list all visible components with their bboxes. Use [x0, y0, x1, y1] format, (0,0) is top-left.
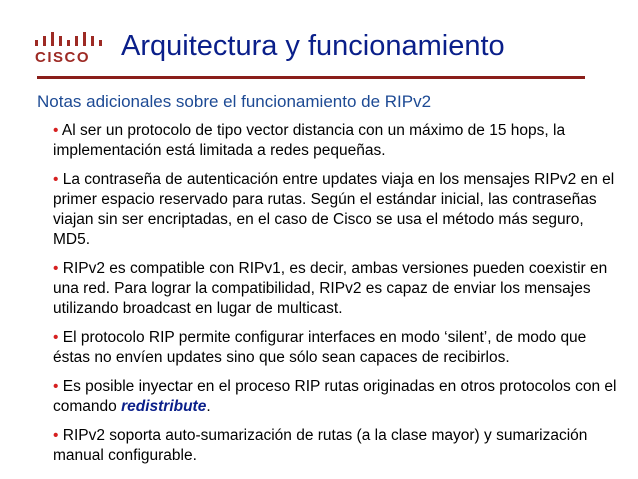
page-title: Arquitectura y funcionamiento [121, 30, 505, 62]
bullet-item [53, 328, 623, 368]
redistribute-command: redistribute [121, 398, 207, 415]
bullet-text: La contraseña de autenticación entre updates viaja en los mensajes RIPv2 en el primer espacio reservado para rutas. Según el estándar inicial, las contraseñas viajan sin ser encriptadas, en el caso de Cisco se usa el método más seguro, MD5. [53, 171, 615, 248]
cisco-bridge-icon [34, 30, 104, 50]
bullet-marker: • [53, 427, 59, 444]
bullet-text: Al ser un protocolo de tipo vector distancia con un máximo de 15 hops, la implementación está limitada a redes pequeñas. [53, 122, 566, 159]
bullet-item [53, 121, 623, 161]
bullet-marker: • [53, 260, 59, 277]
bullet-text: RIPv2 soporta auto-sumarización de rutas (a la clase mayor) y sumarización manual configurable. [53, 427, 588, 464]
bullet-item [53, 377, 623, 417]
bullet-item [53, 170, 623, 250]
title-divider [37, 76, 585, 79]
bullet-list [53, 121, 623, 475]
bullet-marker: • [53, 171, 59, 188]
bullet-text: Es posible inyectar en el proceso RIP rutas originadas en otros protocolos con el comando [53, 378, 617, 415]
logo-text: CISCO [35, 49, 91, 66]
bullet-text: RIPv2 es compatible con RIPv1, es decir, ambas versiones pueden coexistir en una red. Para lograr la compatibilidad, RIPv2 es capaz de enviar los mensajes utilizando broadcast en lugar de multicast. [53, 260, 608, 317]
cisco-logo [34, 30, 104, 64]
bullet-text: El protocolo RIP permite configurar interfaces en modo ‘silent’, de modo que éstas no envíen updates sino que sólo sean capaces de recibirlos. [53, 329, 587, 366]
bullet-marker: • [53, 329, 59, 346]
bullet-text-end: . [206, 398, 211, 415]
bullet-item [53, 259, 623, 319]
bullet-marker: • [53, 122, 59, 139]
bullet-marker: • [53, 378, 59, 395]
bullet-item [53, 426, 623, 466]
slide-subtitle: Notas adicionales sobre el funcionamiento de RIPv2 [37, 92, 432, 111]
